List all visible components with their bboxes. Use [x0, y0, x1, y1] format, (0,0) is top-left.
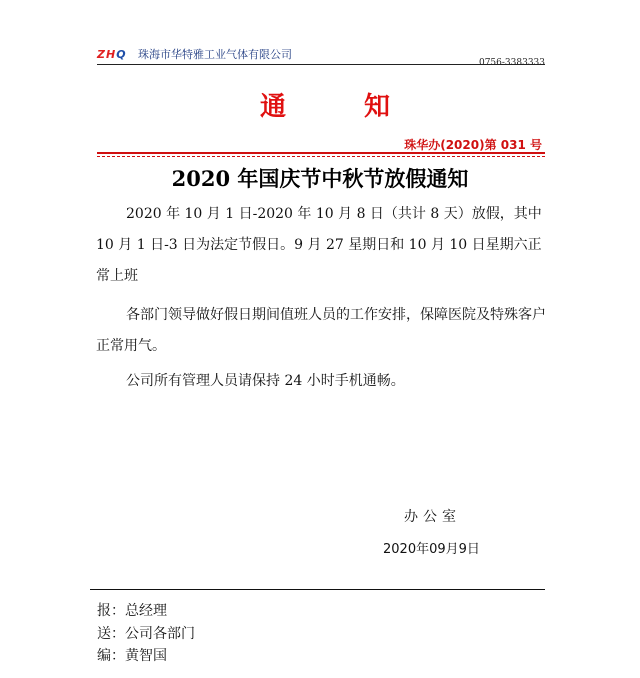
issuing-office: 办公室	[404, 509, 461, 525]
red-dashed-divider	[97, 156, 545, 157]
paragraph-text: 2020 年 10 月 1 日-2020 年 10 月 8 日（共计 8 天）放假，其中 10 月 1 日-3 日为法定节假日。9 月 27 星期日和 10 月 10 日星期六正常上班	[96, 206, 542, 284]
letterhead	[97, 44, 545, 70]
send-to: 送：公司各部门	[97, 626, 195, 642]
document-heading: 2020 年国庆节中秋节放假通知	[171, 166, 469, 191]
logo-letter-q: Q	[116, 48, 127, 61]
notice-title: 通知	[260, 92, 469, 122]
red-divider	[97, 152, 545, 154]
report-to: 报：总经理	[97, 603, 167, 619]
paragraph-text: 各部门领导做好假日期间值班人员的工作安排，保障医院及特殊客户正常用气。	[96, 307, 546, 354]
logo-letters: ZH	[97, 48, 117, 61]
issue-date: 2020年09月9日	[383, 542, 480, 557]
editor: 编：黄智国	[97, 648, 167, 664]
phone-number: 0756-3383333	[478, 58, 545, 68]
header-divider	[97, 64, 545, 65]
company-logo	[97, 48, 127, 61]
footer-divider	[90, 589, 545, 590]
company-name: 珠海市华特雅工业气体有限公司	[138, 48, 292, 61]
paragraph-duty-arrangement	[96, 300, 551, 362]
paragraph-holiday-dates	[96, 199, 551, 292]
paragraph-text: 公司所有管理人员请保持 24 小时手机通畅。	[126, 373, 405, 389]
paragraph-phone-requirement	[96, 366, 551, 397]
document-number: 珠华办(2020)第 031 号	[404, 138, 542, 152]
